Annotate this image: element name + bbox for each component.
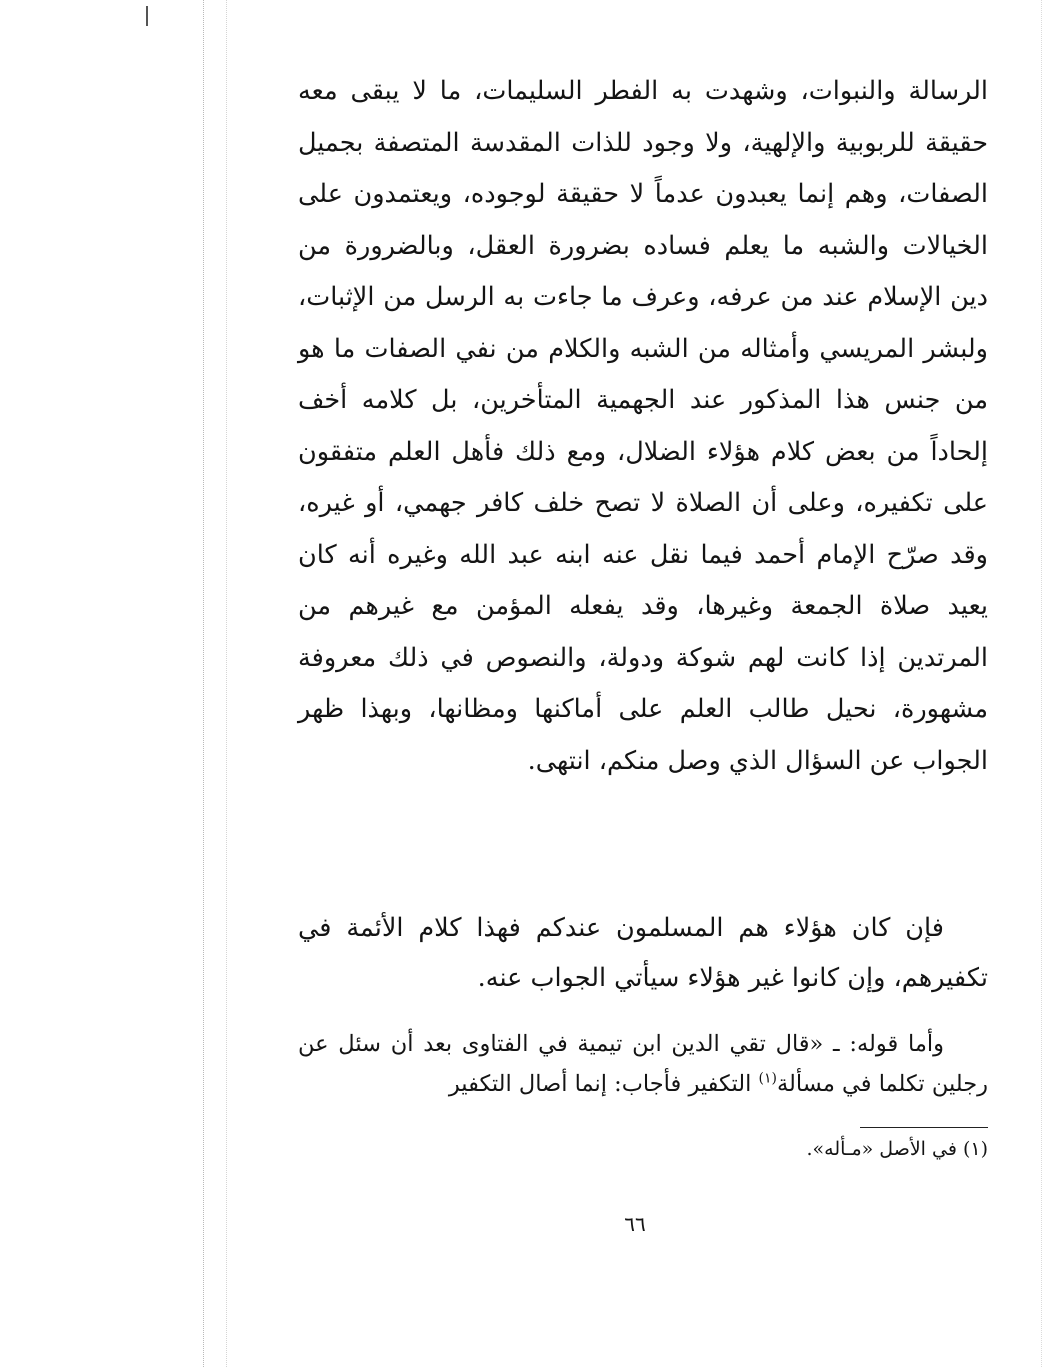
scan-edge-mark bbox=[146, 6, 148, 26]
footnote-separator bbox=[860, 1127, 988, 1128]
body-paragraph-main: الرسالة والنبوات، وشهدت به الفطر السليمات، ما لا يبقى معه حقيقة للربوبية والإلهية، ولا وجود للذات المقدسة المتصفة بجميل الصفات، وهم إنما يعبدون عدماً لا حقيقة لوجوده، ويعتمدون على الخيالات والشبه ما يعلم فساده بضرورة العقل، وبالضرورة من دين الإسلام عند من عرفه، وعرف ما جاءت به الرسل من الإثبات، ولبشر المريسي وأمثاله من الشبه والكلام من نفي الصفات ما هو من جنس هذا المذكور عند الجهمية المتأخرين، بل كلامه أخف إلحاداً من بعض كلام هؤلاء الضلال، ومع ذلك فأهل العلم متفقون على تكفيره، وعلى أن الصلاة لا تصح خلف كافر جهمي، أو غيره، وقد صرّح الإمام أحمد فيما نقل عنه ابنه عبد الله وغيره أنه كان يعيد صلاة الجمعة وغيرها، وقد يفعله المؤمن مع غيرهم من المرتدين إذا كانت لهم شوكة ودولة، والنصوص في ذلك معروفة مشهورة، نحيل طالب العلم على أماكنها ومظانها، وبهذا ظهر الجواب عن السؤال الذي وصل منكم، انتهى. bbox=[298, 76, 988, 776]
footnote: (١) في الأصل «مـأله». bbox=[806, 1138, 988, 1160]
footnote-reference: (١) bbox=[758, 1070, 777, 1086]
scan-dotted-line bbox=[1041, 0, 1042, 1367]
body-paragraph-second: فإن كان هؤلاء هم المسلمون عندكم فهذا كلام الأئمة في تكفيرهم، وإن كانوا غير هؤلاء سيأتي الجواب عنه. bbox=[298, 913, 988, 993]
scan-dotted-line bbox=[226, 0, 227, 1367]
scan-dotted-line bbox=[203, 0, 204, 1367]
quote-text-end: التكفير فأجاب: إنما أصال التكفير bbox=[448, 1070, 759, 1097]
body-paragraph-quote bbox=[298, 1025, 988, 1104]
quote-text-start: وأما قوله: ـ «قال تقي الدين ابن تيمية في الفتاوى بعد أن سئل عن رجلين تكلما في مسألة bbox=[298, 1031, 988, 1097]
page-number: ٦٦ bbox=[624, 1212, 646, 1236]
